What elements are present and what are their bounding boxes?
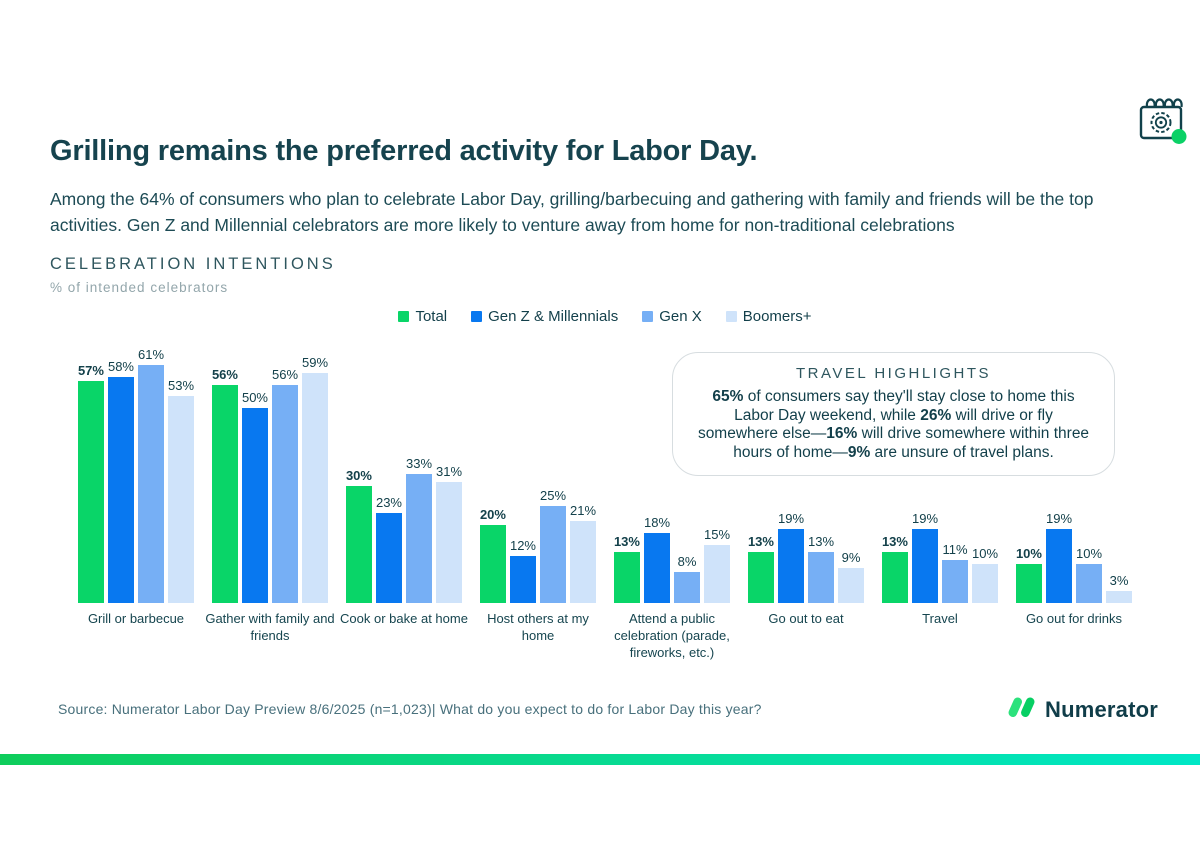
bar-column (242, 390, 268, 603)
bar (540, 506, 566, 604)
calendar-gear-icon (1134, 91, 1188, 152)
travel-highlights-body: 65% of consumers say they'll stay close to home this Labor Day weekend, while 26% will drive or fly somewhere else—16% will drive somewhere within three hours of home—9% are unsure of travel plans. (697, 388, 1090, 461)
bar-column (838, 550, 864, 603)
bar-value-label: 10% (1076, 546, 1103, 561)
bar-column (540, 488, 566, 604)
bar (1076, 564, 1102, 603)
chart-legend (69, 308, 1141, 325)
bar (778, 529, 804, 603)
bar-column (78, 363, 104, 603)
bar-column (510, 538, 536, 603)
category-label: Grill or barbecue (87, 611, 185, 626)
bar (346, 486, 372, 603)
bar-value-label: 50% (241, 390, 268, 405)
category-label: Go out to eat (768, 611, 844, 626)
bar-value-label: 53% (168, 378, 195, 394)
bar-column (674, 554, 700, 603)
bar-group (471, 338, 605, 661)
bar-column (108, 359, 134, 603)
bar-value-label: 18% (643, 514, 671, 530)
legend-item (726, 308, 812, 325)
bar-column (808, 534, 834, 603)
bar-column (1106, 573, 1132, 603)
page-subtitle: Among the 64% of consumers who plan to celebrate Labor Day, grilling/barbecuing and gathering with family and friends will be the top activities. Gen Z and Millennial celebrators are more likely to venture away from home for non-traditional celebrations (50, 189, 1094, 235)
numerator-logo (1008, 694, 1158, 726)
legend-swatch-icon (642, 311, 653, 322)
bar-value-label: 56% (211, 366, 238, 382)
bar (942, 560, 968, 603)
bar-value-label: 58% (107, 358, 134, 374)
bar-column (436, 464, 462, 603)
numerator-logo-text: Numerator (1045, 697, 1159, 722)
chart-section-subheading: % of intended celebrators (50, 280, 229, 295)
bar-value-label: 13% (881, 534, 908, 550)
bar (376, 513, 402, 603)
numerator-n-icon (1008, 694, 1036, 726)
legend-item (642, 308, 702, 325)
bar-value-label: 19% (1045, 510, 1073, 526)
category-label: Cook or bake at home (340, 611, 468, 626)
bar-column (138, 347, 164, 603)
bar-column (212, 367, 238, 603)
legend-label: Gen Z & Millennials (488, 308, 619, 325)
bar-value-label: 13% (613, 534, 640, 550)
bar-column (882, 534, 908, 603)
legend-label: Boomers+ (742, 308, 812, 325)
bar-group-bars (346, 338, 462, 603)
bar (704, 545, 730, 604)
bar-value-label: 19% (911, 510, 939, 526)
bar-value-label: 19% (777, 510, 805, 526)
bar-column (942, 542, 968, 603)
bar-value-label: 15% (704, 526, 731, 542)
bar-value-label: 13% (747, 534, 774, 550)
bar-column (346, 468, 372, 603)
bar-column (614, 534, 640, 603)
bar-value-label: 3% (1109, 573, 1129, 589)
bar (78, 381, 104, 603)
bar-column (1076, 546, 1102, 603)
bar-column (912, 511, 938, 603)
bar-column (972, 546, 998, 603)
bar (302, 373, 328, 603)
bar-value-label: 21% (570, 503, 597, 519)
bar (570, 521, 596, 603)
bar-group-bars (480, 338, 596, 603)
bar-value-label: 25% (540, 487, 567, 503)
legend-swatch-icon (471, 311, 482, 322)
bar (882, 552, 908, 603)
bar (1046, 529, 1072, 603)
bar-group-bars (78, 338, 194, 603)
bar (406, 474, 432, 603)
bar-column (778, 511, 804, 603)
bar (138, 365, 164, 603)
bar (674, 572, 700, 603)
bar (1106, 591, 1132, 603)
bar-column (376, 495, 402, 603)
bar-group-bars (212, 338, 328, 603)
bar (748, 552, 774, 603)
bar-value-label: 59% (302, 354, 329, 370)
bar (972, 564, 998, 603)
bar (912, 529, 938, 603)
legend-label: Gen X (659, 308, 702, 325)
bar-value-label: 10% (1015, 546, 1042, 561)
bar-value-label: 57% (77, 362, 104, 378)
bar-column (272, 367, 298, 603)
bar (1016, 564, 1042, 603)
bar-group (69, 338, 203, 661)
bar-value-label: 9% (841, 549, 861, 565)
bar-column (1016, 546, 1042, 603)
bar (808, 552, 834, 603)
travel-highlights-box (672, 352, 1115, 476)
category-label: Attend a public celebration (parade, fireworks, etc.) (614, 611, 730, 660)
bar (108, 377, 134, 603)
legend-item (471, 308, 618, 325)
bar-group (337, 338, 471, 661)
bar-column (570, 503, 596, 603)
bottom-gradient-bar (0, 754, 1200, 765)
bar-value-label: 11% (942, 542, 968, 558)
bar-value-label: 61% (138, 347, 165, 363)
category-label: Travel (922, 611, 958, 626)
bar-column (168, 378, 194, 603)
bar-value-label: 30% (345, 468, 372, 483)
bar-value-label: 23% (375, 495, 402, 511)
bar-value-label: 56% (272, 366, 299, 382)
bar (436, 482, 462, 603)
bar-column (1046, 511, 1072, 603)
bar-value-label: 33% (406, 456, 433, 472)
bar (510, 556, 536, 603)
bar-column (704, 527, 730, 604)
bar-value-label: 13% (808, 534, 835, 550)
bar-value-label: 20% (479, 507, 506, 522)
bar (480, 525, 506, 603)
category-label: Go out for drinks (1025, 611, 1123, 626)
source-text: Source: Numerator Labor Day Preview 8/6/2025 (n=1,023)| What do you expect to do for Labor Day this year? (58, 701, 762, 717)
bar-column (302, 355, 328, 603)
bar (272, 385, 298, 603)
travel-highlights-title: TRAVEL HIGHLIGHTS (795, 365, 992, 382)
bar-group (203, 338, 337, 661)
bar (838, 568, 864, 603)
bar (212, 385, 238, 603)
bar (644, 533, 670, 603)
category-label: Gather with family and friends (205, 611, 335, 643)
legend-swatch-icon (398, 311, 409, 322)
bar-value-label: 10% (972, 546, 999, 561)
bar-column (406, 456, 432, 603)
bar-value-label: 31% (436, 464, 463, 480)
bar-column (748, 534, 774, 603)
bar-column (644, 515, 670, 603)
bar-value-label: 8% (677, 553, 697, 569)
legend-item (398, 308, 447, 325)
bar-value-label: 12% (509, 538, 536, 554)
bar (168, 396, 194, 603)
chart-section-heading: CELEBRATION INTENTIONS (50, 255, 336, 273)
bar (614, 552, 640, 603)
bar (242, 408, 268, 603)
bar-column (480, 507, 506, 603)
legend-label: Total (415, 308, 448, 325)
category-label: Host others at my home (487, 611, 589, 643)
page-title: Grilling remains the preferred activity for Labor Day. (50, 135, 758, 167)
legend-swatch-icon (726, 311, 737, 322)
